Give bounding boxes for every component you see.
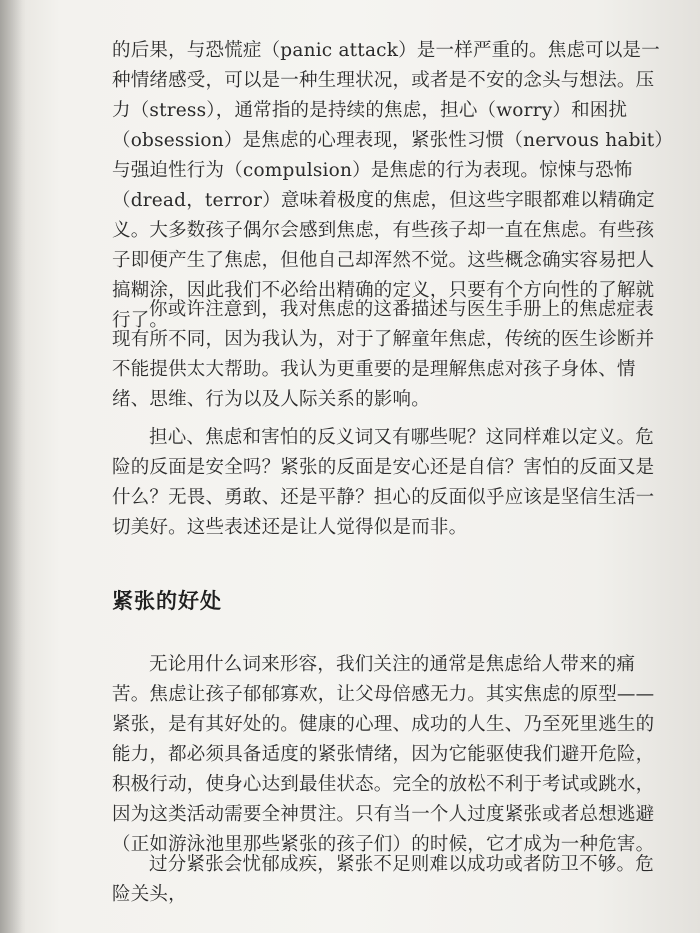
- spine-shadow: [0, 0, 26, 933]
- paragraph-4: [112, 650, 668, 860]
- paragraph-text: 你或许注意到，我对焦虑的这番描述与医生手册上的焦虑症表现有所不同，因为我认为，对于了解童年焦虑，传统的医生诊断并不能提供太大帮助。我认为更重要的是理解焦虑对孩子身体、情绪、思维、行为以及人际关系的影响。: [112, 299, 655, 410]
- paragraph-1: [112, 36, 668, 336]
- paragraph-text: 无论用什么词来形容，我们关注的通常是焦虑给人带来的痛苦。焦虑让孩子郁郁寡欢，让父母倍感无力。其实焦虑的原型——紧张，是有其好处的。健康的心理、成功的人生、乃至死里逃生的能力，都必须具备适度的紧张情绪，因为它能驱使我们避开危险，积极行动，使身心达到最佳状态。完全的放松不利于考试或跳水，因为这类活动需要全神贯注。只有当一个人过度紧张或者总想逃避（正如游泳池里那些紧张的孩子们）的时候，它才成为一种危害。: [112, 654, 655, 855]
- paragraph-text: 担心、焦虑和害怕的反义词又有哪些呢？这同样难以定义。危险的反面是安全吗？紧张的反面是安心还是自信？害怕的反面又是什么？无畏、勇敢、还是平静？担心的反面似乎应该是坚信生活一切美好。这些表述还是让人觉得似是而非。: [112, 427, 655, 538]
- paragraph-text: 过分紧张会忧郁成疾，紧张不足则难以成功或者防卫不够。危险关头，: [112, 854, 654, 905]
- section-heading: 紧张的好处: [112, 589, 222, 613]
- paragraph-2: [112, 295, 668, 415]
- paragraph-3: [112, 423, 668, 543]
- paragraph-5: [112, 850, 668, 910]
- paragraph-text: 的后果，与恐慌症（panic attack）是一样严重的。焦虑可以是一种情绪感受，可以是一种生理状况，或者是不安的念头与想法。压力（stress），通常指的是持续的焦虑，担心（worry）和困扰（obsession）是焦虑的心理表现，紧张性习惯（nervous habit）与强迫性行为（compulsion）是焦虑的行为表现。惊悚与恐怖（dread，terror）意味着极度的焦虑，但这些字眼都难以精确定义。大多数孩子偶尔会感到焦虑，有些孩子却一直在焦虑。有些孩子即便产生了焦虑，但他自己却浑然不觉。这些概念确实容易把人搞糊涂，因此我们不必给出精确的定义，只要有个方向性的了解就行了。: [112, 40, 664, 331]
